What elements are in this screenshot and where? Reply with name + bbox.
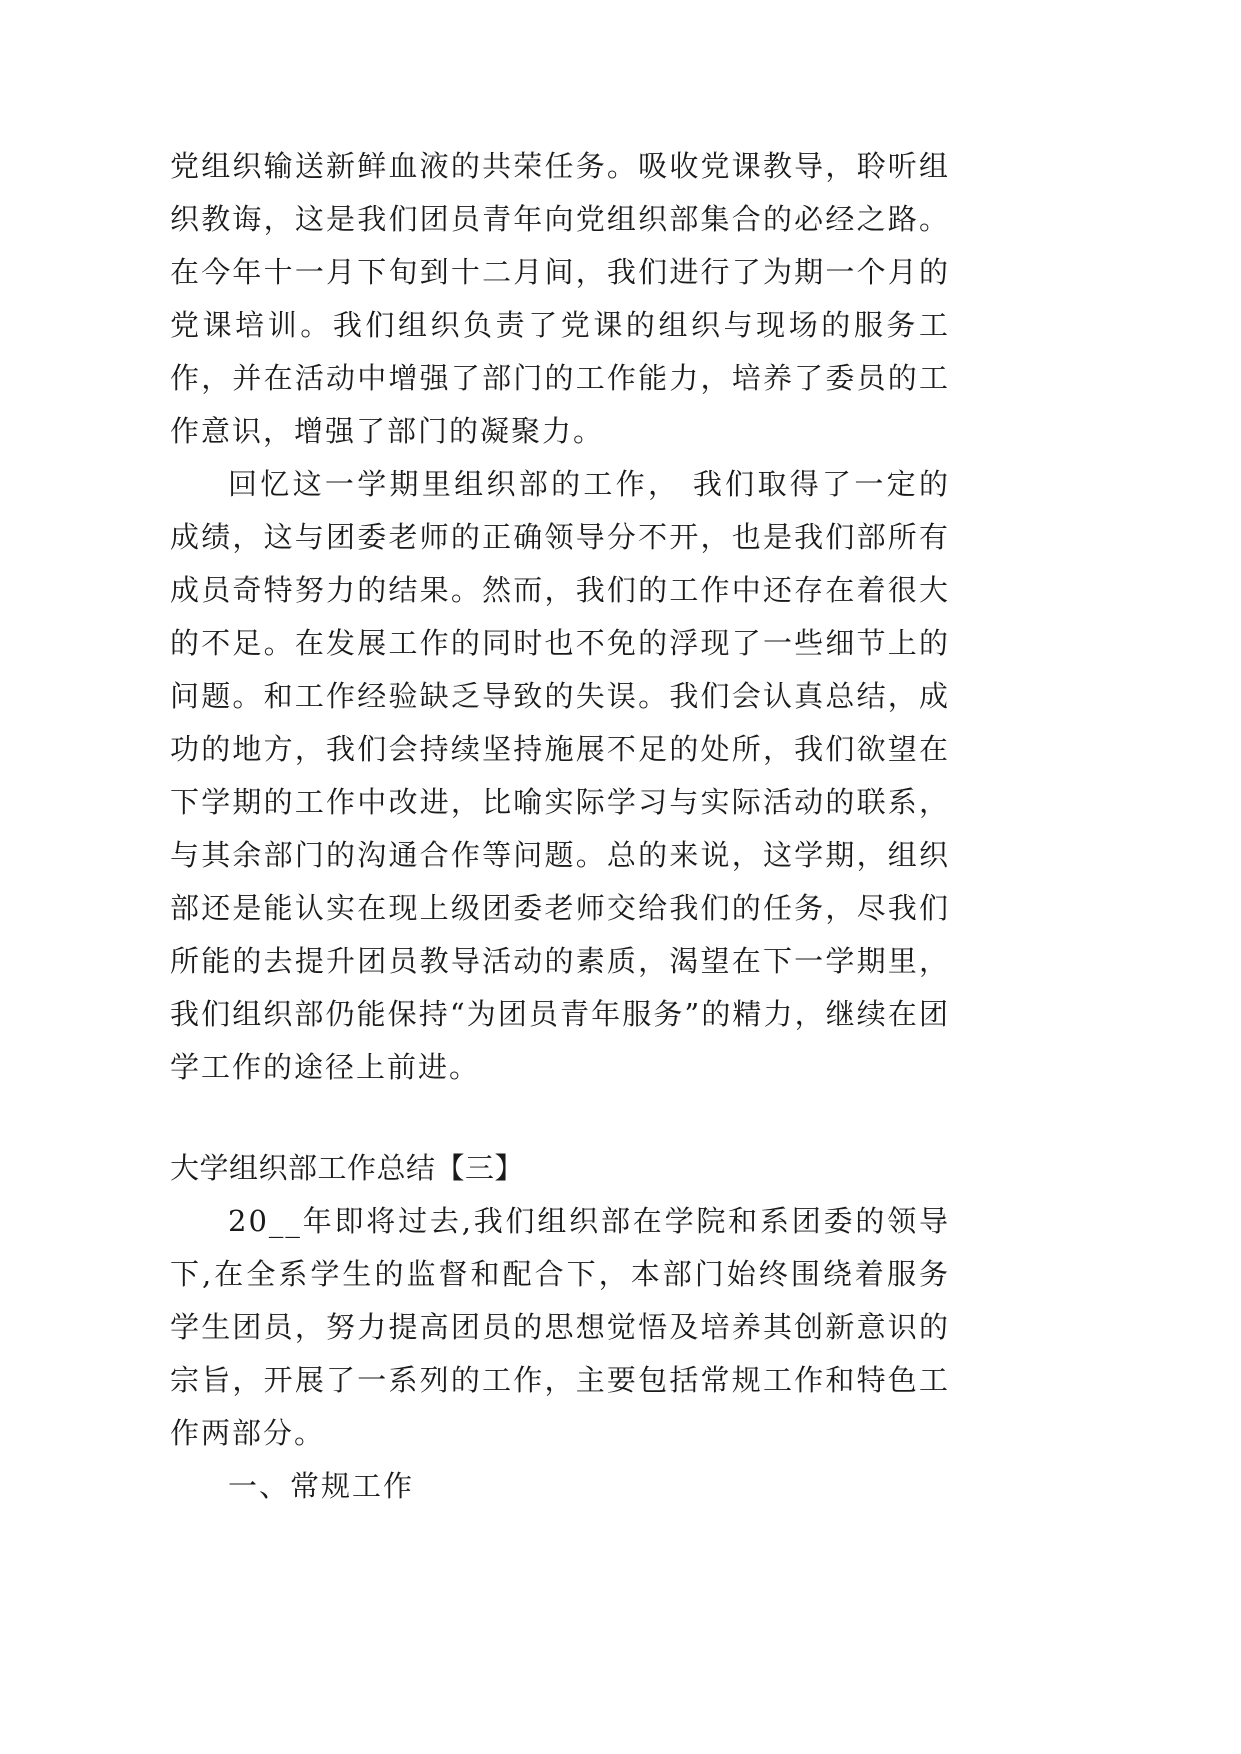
paragraph-intro: 20__年即将过去,我们组织部在学院和系团委的领导下,在全系学生的监督和配合下，本部门始终围绕着服务学生团员，努力提高团员的思想觉悟及培养其创新意识的宗旨，开展了一系列的工作，主要包括常规工作和特色工作两部分。: [170, 1204, 950, 1450]
paragraph-semester-review: 回忆这一学期里组织部的工作， 我们取得了一定的成绩，这与团委老师的正确领导分不开，也是我们部所有成员奇特努力的结果。然而，我们的工作中还存在着很大的不足。在发展工作的同时也不免的浮现了一些细节上的问题。和工作经验缺乏导致的失误。我们会认真总结，成功的地方，我们会持续坚持施展不足的处所，我们欲望在下学期的工作中改进，比喻实际学习与实际活动的联系，与其余部门的沟通合作等问题。总的来说，这学期，组织部还是能认实在现上级团委老师交给我们的任务，尽我们所能的去提升团员教导活动的素质，渴望在下一学期里，我们组织部仍能保持“为团员青年服务”的精力，继续在团学工作的途径上前进。: [170, 467, 950, 1084]
subheading-routine-work: 一、常规工作: [228, 1469, 415, 1503]
section-title: 大学组织部工作总结【三】: [170, 1151, 525, 1185]
paragraph-party-training: 党组织输送新鲜血液的共荣任务。吸收党课教导，聆听组织教诲，这是我们团员青年向党组织部集合的必经之路。在今年十一月下旬到十二月间，我们进行了为期一个月的党课培训。我们组织负责了党课的组织与现场的服务工作，并在活动中增强了部门的工作能力，培养了委员的工作意识，增强了部门的凝聚力。: [170, 149, 950, 448]
document-page: [170, 140, 950, 1513]
